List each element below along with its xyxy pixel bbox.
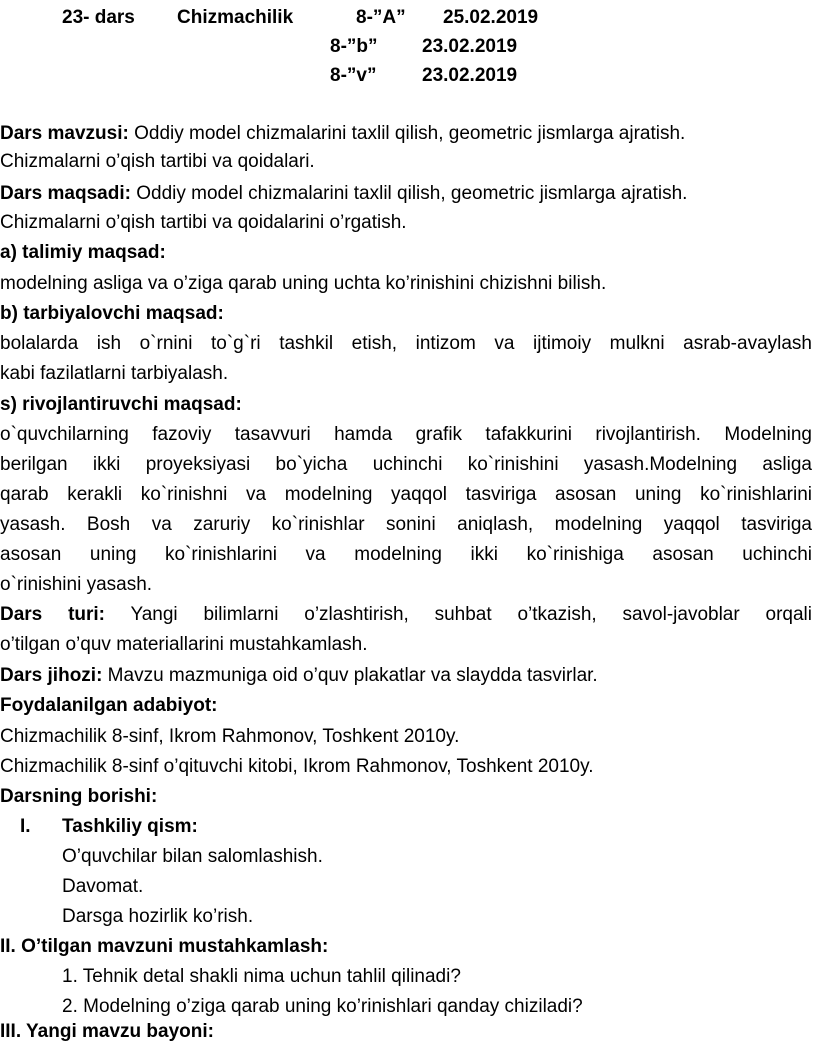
class-b: 8-”b” bbox=[330, 36, 378, 57]
section-1-item-2: Davomat. bbox=[62, 876, 144, 897]
lesson-number: 23- dars bbox=[62, 7, 135, 28]
goal-label: Dars maqsadi: bbox=[0, 183, 131, 204]
section-2-item-2: 2. Modelning o’ziga qarab uning ko’rinishlari qanday chiziladi? bbox=[62, 996, 583, 1017]
class-a: 8-”A” bbox=[356, 7, 406, 28]
topic-label: Dars mavzusi: bbox=[0, 123, 129, 144]
dev-goal-line-1: o`quvchilarning fazoviy tasavvuri hamda grafik tafakkurini rivojlantirish. Modelning bbox=[0, 424, 812, 445]
topic-text-cont: Chizmalarni o’qish tartibi va qoidalari. bbox=[0, 151, 315, 172]
edu-goal-label: a) talimiy maqsad: bbox=[0, 242, 166, 263]
dev-goal-label: s) rivojlantiruvchi maqsad: bbox=[0, 394, 242, 415]
upbring-goal-label: b) tarbiyalovchi maqsad: bbox=[0, 303, 224, 324]
date-b: 23.02.2019 bbox=[422, 36, 518, 57]
goal-text-cont: Chizmalarni o’qish tartibi va qoidalarini o’rgatish. bbox=[0, 212, 407, 233]
process-label: Darsning borishi: bbox=[0, 786, 158, 807]
section-1-item-1: O’quvchilar bilan salomlashish. bbox=[62, 846, 323, 867]
equipment-text: Mavzu mazmuniga oid o’quv plakatlar va slaydda tasvirlar. bbox=[102, 665, 598, 686]
type-line bbox=[0, 603, 812, 627]
section-1-item-3: Darsga hozirlik ko’rish. bbox=[62, 906, 254, 927]
subject-name: Chizmachilik bbox=[177, 7, 294, 28]
goal-text: Oddiy model chizmalarini taxlil qilish, geometric jismlarga ajratish. bbox=[130, 183, 688, 204]
dev-goal-line-4: yasash. Bosh va zaruriy ko`rinishlar sonini aniqlash, modelning yaqqol tasviriga bbox=[0, 514, 812, 535]
type-text-cont: o’tilgan o’quv materiallarini mustahkamlash. bbox=[0, 634, 368, 655]
goal-line bbox=[0, 182, 812, 206]
section-1-title: Tashkiliy qism: bbox=[62, 816, 198, 837]
section-2-title: II. O’tilgan mavzuni mustahkamlash: bbox=[0, 936, 329, 957]
type-label: Dars turi: bbox=[0, 604, 105, 625]
upbring-goal-text: bolalarda ish o`rnini to`g`ri tashkil etish, intizom va ijtimoiy mulkni asrab-avaylash bbox=[0, 333, 812, 354]
topic-text: Oddiy model chizmalarini taxlil qilish, geometric jismlarga ajratish. bbox=[128, 123, 686, 144]
section-1-number: I. bbox=[20, 816, 31, 837]
date-a: 25.02.2019 bbox=[443, 7, 539, 28]
equipment-label: Dars jihozi: bbox=[0, 665, 103, 686]
type-text: Yangi bilimlarni o’zlashtirish, suhbat o’tkazish, savol-javoblar orqali bbox=[105, 604, 812, 625]
dev-goal-line-3: qarab kerakli ko`rinishni va modelning yaqqol tasviriga asosan uning ko`rinishlarini bbox=[0, 484, 812, 505]
literature-label: Foydalanilgan adabiyot: bbox=[0, 695, 218, 716]
dev-goal-line-6: o`rinishini yasash. bbox=[0, 574, 153, 595]
section-3-title: III. Yangi mavzu bayoni: bbox=[0, 1021, 214, 1042]
literature-item-2: Chizmachilik 8-sinf o’qituvchi kitobi, Ikrom Rahmonov, Toshkent 2010y. bbox=[0, 756, 594, 777]
section-2-item-1: 1. Tehnik detal shakli nima uchun tahlil qilinadi? bbox=[62, 966, 461, 987]
equipment-line bbox=[0, 664, 812, 688]
dev-goal-line-5: asosan uning ko`rinishlarini va modelning ikki ko`rinishiga asosan uchinchi bbox=[0, 544, 812, 565]
date-v: 23.02.2019 bbox=[422, 65, 518, 86]
upbring-goal-text-cont: kabi fazilatlarni tarbiyalash. bbox=[0, 363, 229, 384]
edu-goal-text: modelning asliga va o’ziga qarab uning uchta ko’rinishini chizishni bilish. bbox=[0, 273, 607, 294]
class-v: 8-”v” bbox=[330, 65, 377, 86]
topic-line bbox=[0, 122, 812, 146]
dev-goal-line-2: berilgan ikki proyeksiyasi bo`yicha uchinchi ko`rinishini yasash.Modelning asliga bbox=[0, 454, 812, 475]
literature-item-1: Chizmachilik 8-sinf, Ikrom Rahmonov, Toshkent 2010y. bbox=[0, 726, 460, 747]
